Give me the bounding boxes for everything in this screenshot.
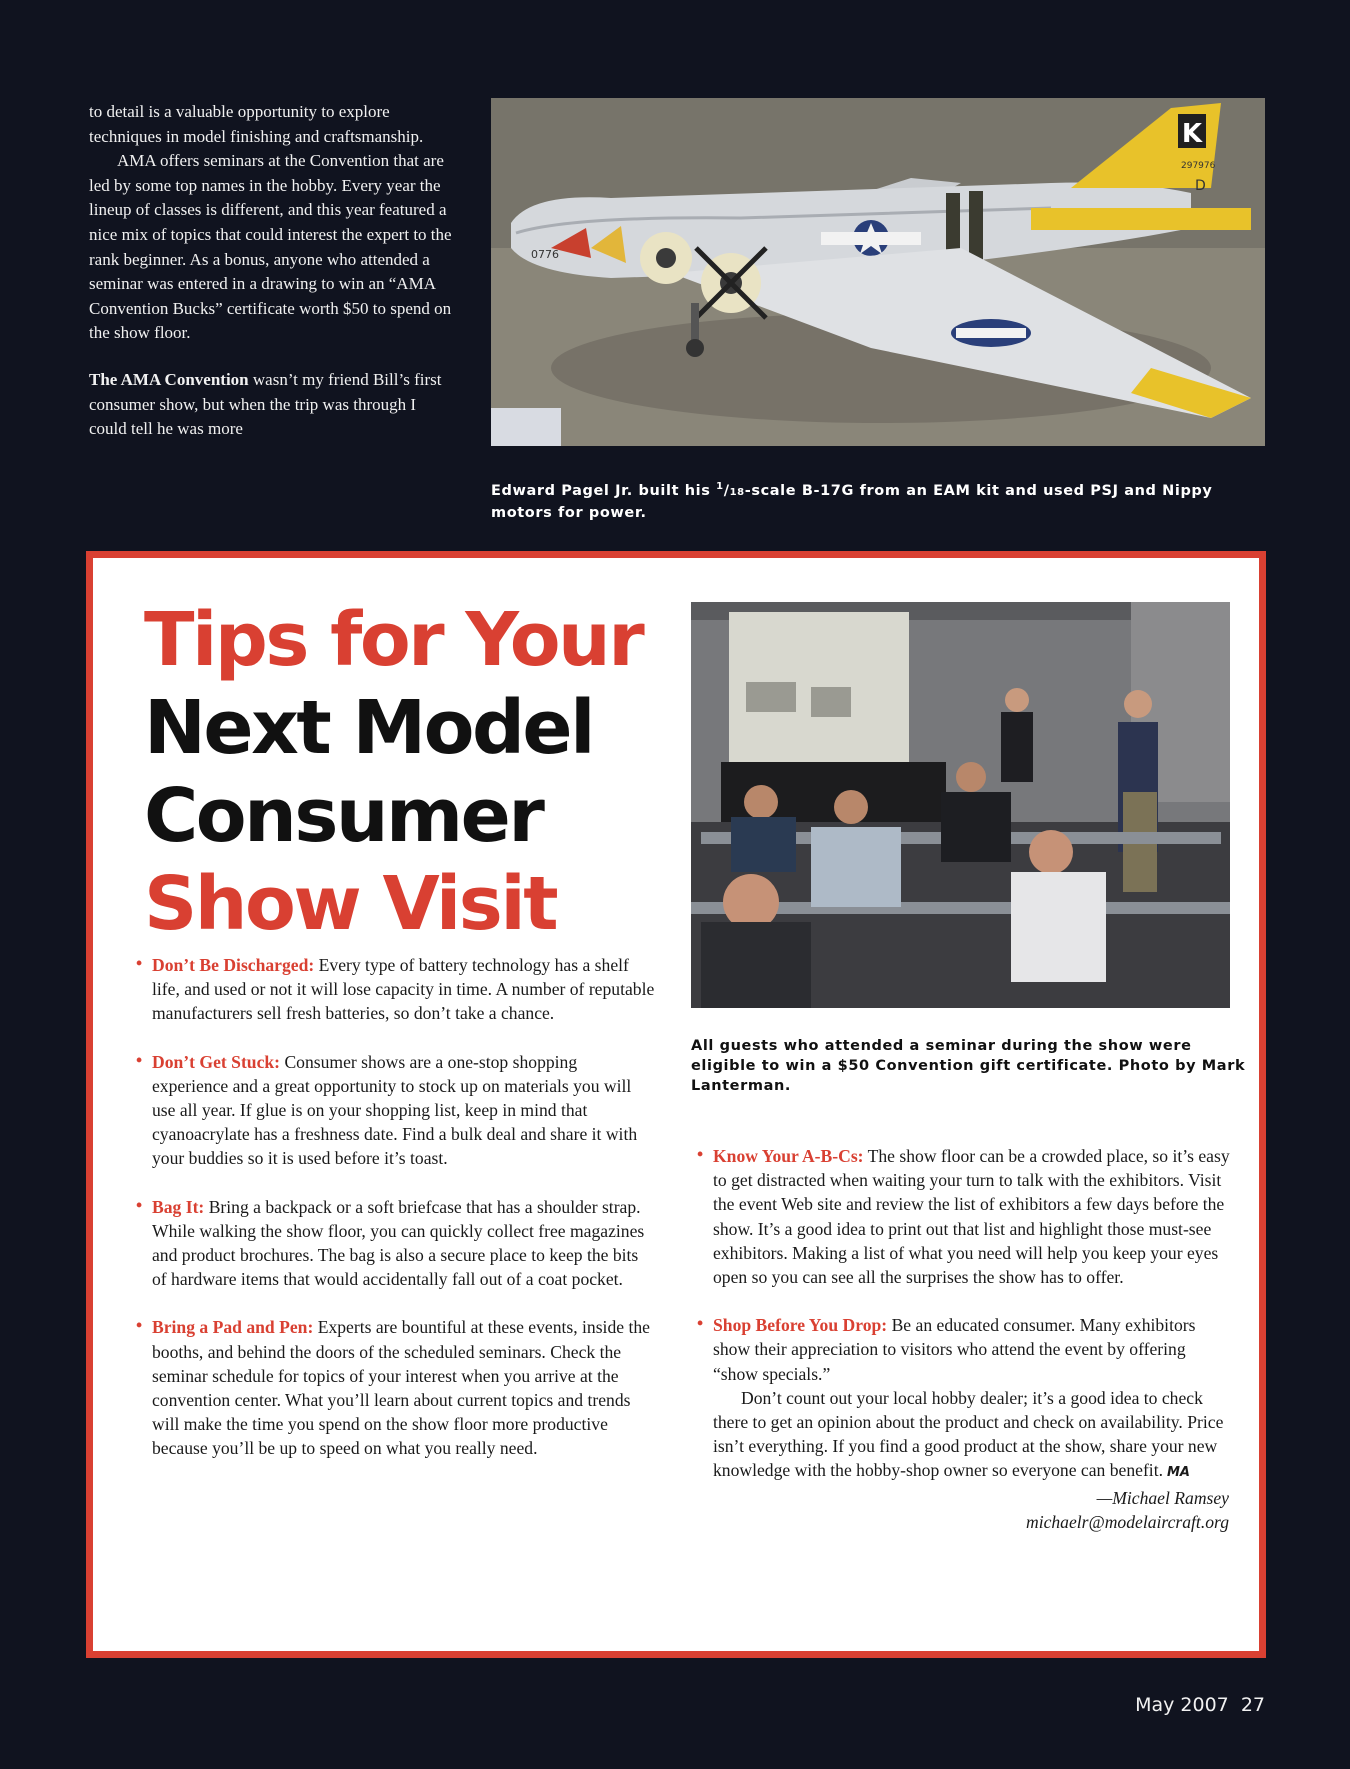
- title-line: Tips for Your: [144, 597, 643, 683]
- fraction-denominator: 18: [729, 486, 745, 498]
- plane-photo-caption: Edward Pagel Jr. built his $^1$/18-scale B-17G from an EAM kit and used PSJ and Nippy motors for power.: [491, 481, 1213, 521]
- tip-item: [136, 1195, 656, 1292]
- paragraph-text: wasn’t my friend Bill’s first consumer show, but when the trip was through I could tell he was more: [89, 369, 442, 439]
- tip-body: Experts are bountiful at these events, inside the booths, and behind the doors of the scheduled seminars. Check the seminar schedule for topics of your interest when you arrive at the convention center. What you’ll learn about current topics and trends will make the time you spend on the show floor more productive because you’ll be up to speed on what you really need.: [152, 1317, 650, 1459]
- tip-item: [697, 1144, 1231, 1289]
- tip-heading: Bag It:: [152, 1196, 205, 1217]
- tail-sub-letter: D: [1195, 178, 1206, 194]
- fraction-numerator: 1: [716, 481, 724, 492]
- bullet: •: [136, 1194, 143, 1215]
- end-mark: MA: [1166, 1465, 1190, 1481]
- tip-item: [136, 953, 656, 1026]
- bullet: •: [136, 1315, 143, 1336]
- bullet: •: [697, 1313, 704, 1334]
- paragraph: AMA offers seminars at the Convention that are led by some top names in the hobby. Every year the lineup of classes is different, and this year featured a nice mix of topics that could interest the expert to the rank beginner. As a bonus, anyone who attended a seminar was entered in a drawing to win an “AMA Convention Bucks” certificate worth $50 to spend on the show floor.: [89, 151, 452, 343]
- page-footer: [1135, 1694, 1265, 1716]
- nose-number: 0776: [531, 248, 559, 261]
- bullet: •: [136, 953, 143, 973]
- bullet: •: [697, 1144, 704, 1164]
- tip-body: Bring a backpack or a soft briefcase that has a shoulder strap. While walking the show floor, you can quickly collect free magazines and product brochures. The bag is also a secure place to keep the bits of hardware items that would accidentally fall out of a coat pocket.: [152, 1196, 645, 1290]
- seminar-photo-caption: All guests who attended a seminar during the show were eligible to win a $50 Convention gift certificate. Photo by Mark Lanterman.: [691, 1038, 1246, 1094]
- b17-model-photo: [491, 98, 1265, 446]
- tip-item: [136, 1315, 656, 1460]
- closing-paragraph: Don’t count out your local hobby dealer; it’s a good idea to check there to get an opinion about the product and check on availability. Price isn’t everything. If you find a good product at the show, share your new knowledge with the hobby-shop owner so everyone can benefit. MA: [713, 1387, 1224, 1481]
- tail-letter: K: [1181, 119, 1203, 149]
- article-continuation: [89, 100, 457, 442]
- tips-column-left: [136, 953, 656, 1485]
- tail-number: 297976: [1181, 161, 1216, 171]
- tip-heading: Bring a Pad and Pen:: [152, 1317, 314, 1338]
- seminar-illustration: [691, 602, 1230, 1008]
- tips-title: [144, 596, 664, 948]
- tips-column-right: [697, 1144, 1231, 1534]
- paragraph: [89, 368, 457, 442]
- tip-body: The show floor can be a crowded place, so it’s easy to get distracted when waiting your turn to talk with the exhibitors. Visit the event Web site and review the list of exhibitors a few days before the show. It’s a good idea to print out that list and highlight those must-see exhibitors. Making a list of what you need will help you keep your eyes open so you can see all the surprises the show has to offer.: [713, 1146, 1230, 1288]
- title-line: Show Visit: [144, 861, 557, 947]
- tip-item: [697, 1313, 1231, 1386]
- author-email: michaelr@modelaircraft.org: [1025, 1511, 1229, 1532]
- tip-heading: Know Your A-B-Cs:: [713, 1146, 864, 1166]
- seminar-photo: [691, 602, 1230, 1008]
- tip-body: Every type of battery technology has a shelf life, and used or not it will lose capacity in time. A number of reputable manufacturers sell fresh batteries, so don’t take a chance.: [152, 955, 655, 1024]
- bullet: •: [136, 1049, 143, 1070]
- paragraph: to detail is a valuable opportunity to explore techniques in model finishing and craftsmanship.: [89, 102, 424, 146]
- title-line: Consumer: [144, 773, 543, 859]
- tip-body: Be an educated consumer. Many exhibitors show their appreciation to visitors who attend the event by offering “show specials.”: [713, 1315, 1196, 1384]
- tip-heading: Shop Before You Drop:: [713, 1315, 888, 1336]
- tip-body: Consumer shows are a one-stop shopping experience and a great opportunity to stock up on materials you will use all year. If glue is on your shopping list, keep in mind that cyanoacrylate has a freshness date. Find a bulk deal and share it with your buddies so it is used before it’s toast.: [152, 1051, 638, 1169]
- tip-heading: Don’t Get Stuck:: [152, 1051, 281, 1072]
- issue-date: May 2007: [1135, 1694, 1229, 1716]
- tip-item: [136, 1050, 656, 1171]
- author-name: —Michael Ramsey: [1096, 1487, 1229, 1508]
- tip-heading: Don’t Be Discharged:: [152, 955, 315, 975]
- b17-model-illustration: [491, 98, 1265, 446]
- title-line: Next Model: [144, 685, 593, 771]
- run-in-head: The AMA Convention: [89, 369, 249, 389]
- page-number: 27: [1240, 1694, 1265, 1716]
